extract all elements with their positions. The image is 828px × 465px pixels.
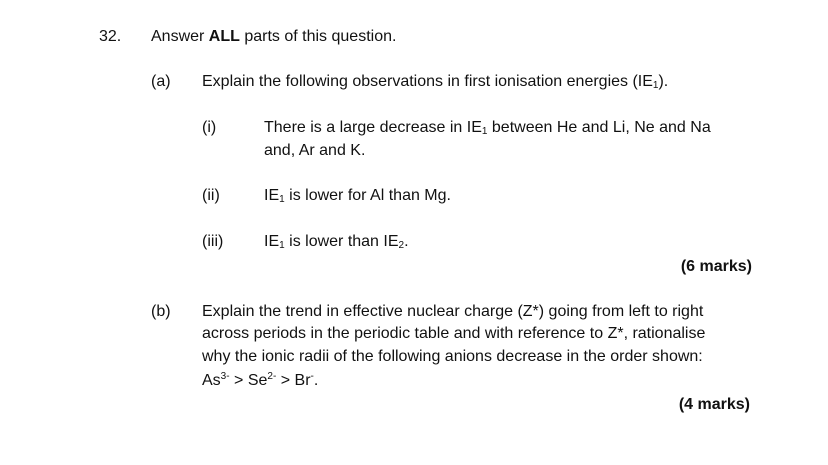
part-a-text-subscript: 1 [652, 80, 659, 91]
item-iii-pre: IE [264, 233, 280, 250]
ion-arsenide-charge: 3- [220, 371, 230, 382]
ion-separator-2: > [276, 372, 295, 389]
part-a-marks: (6 marks) [680, 258, 752, 275]
part-b-marks: (4 marks) [678, 396, 750, 413]
item-i-line1 [264, 119, 711, 137]
intro-text-pre: Answer [151, 28, 209, 45]
part-b-line1: Explain the trend in effective nuclear charge (Z*) going from left to right [202, 303, 704, 320]
item-iii-subscript-2: 2 [398, 240, 405, 251]
question-number: 32. [99, 28, 122, 45]
part-a-text [202, 73, 668, 91]
ion-selenide: Se [247, 372, 268, 389]
item-i-label: (i) [202, 119, 217, 136]
part-a-label: (a) [151, 73, 171, 90]
item-i-subscript: 1 [481, 126, 488, 137]
part-b-line2: across periods in the periodic table and with reference to Z*, rationalise [202, 325, 706, 342]
part-a-text-post: ). [658, 73, 669, 90]
item-ii-pre: IE [264, 187, 280, 204]
item-ii-text [264, 187, 451, 205]
item-iii-post: . [404, 233, 409, 250]
item-i-line1-post: between He and Li, Ne and Na [487, 119, 711, 136]
ion-bromide: Br [294, 372, 311, 389]
item-i-line2: and, Ar and K. [264, 142, 366, 159]
item-ii-label: (ii) [202, 187, 220, 204]
item-ii-post: is lower for Al than Mg. [284, 187, 451, 204]
question-intro [151, 28, 396, 46]
ion-arsenide: As [202, 372, 221, 389]
item-i-line1-pre: There is a large decrease in IE [264, 119, 482, 136]
item-iii-subscript-1: 1 [279, 240, 285, 251]
item-ii-subscript: 1 [279, 194, 285, 205]
item-iii-mid: is lower than IE [284, 233, 399, 250]
intro-text-post: parts of this question. [239, 28, 397, 45]
part-a-text-pre: Explain the following observations in first ionisation energies (IE [202, 73, 653, 90]
ion-separator-1: > [229, 372, 248, 389]
ion-bromide-charge: - [310, 371, 314, 382]
ion-order-end: . [313, 372, 319, 389]
item-iii-text [264, 233, 409, 251]
part-b-ion-order [202, 371, 318, 390]
part-b-line3: why the ionic radii of the following anions decrease in the order shown: [202, 348, 703, 365]
intro-text-bold: ALL [208, 28, 240, 45]
ion-selenide-charge: 2- [267, 371, 277, 382]
part-b-label: (b) [151, 303, 171, 320]
item-iii-label: (iii) [202, 233, 224, 250]
